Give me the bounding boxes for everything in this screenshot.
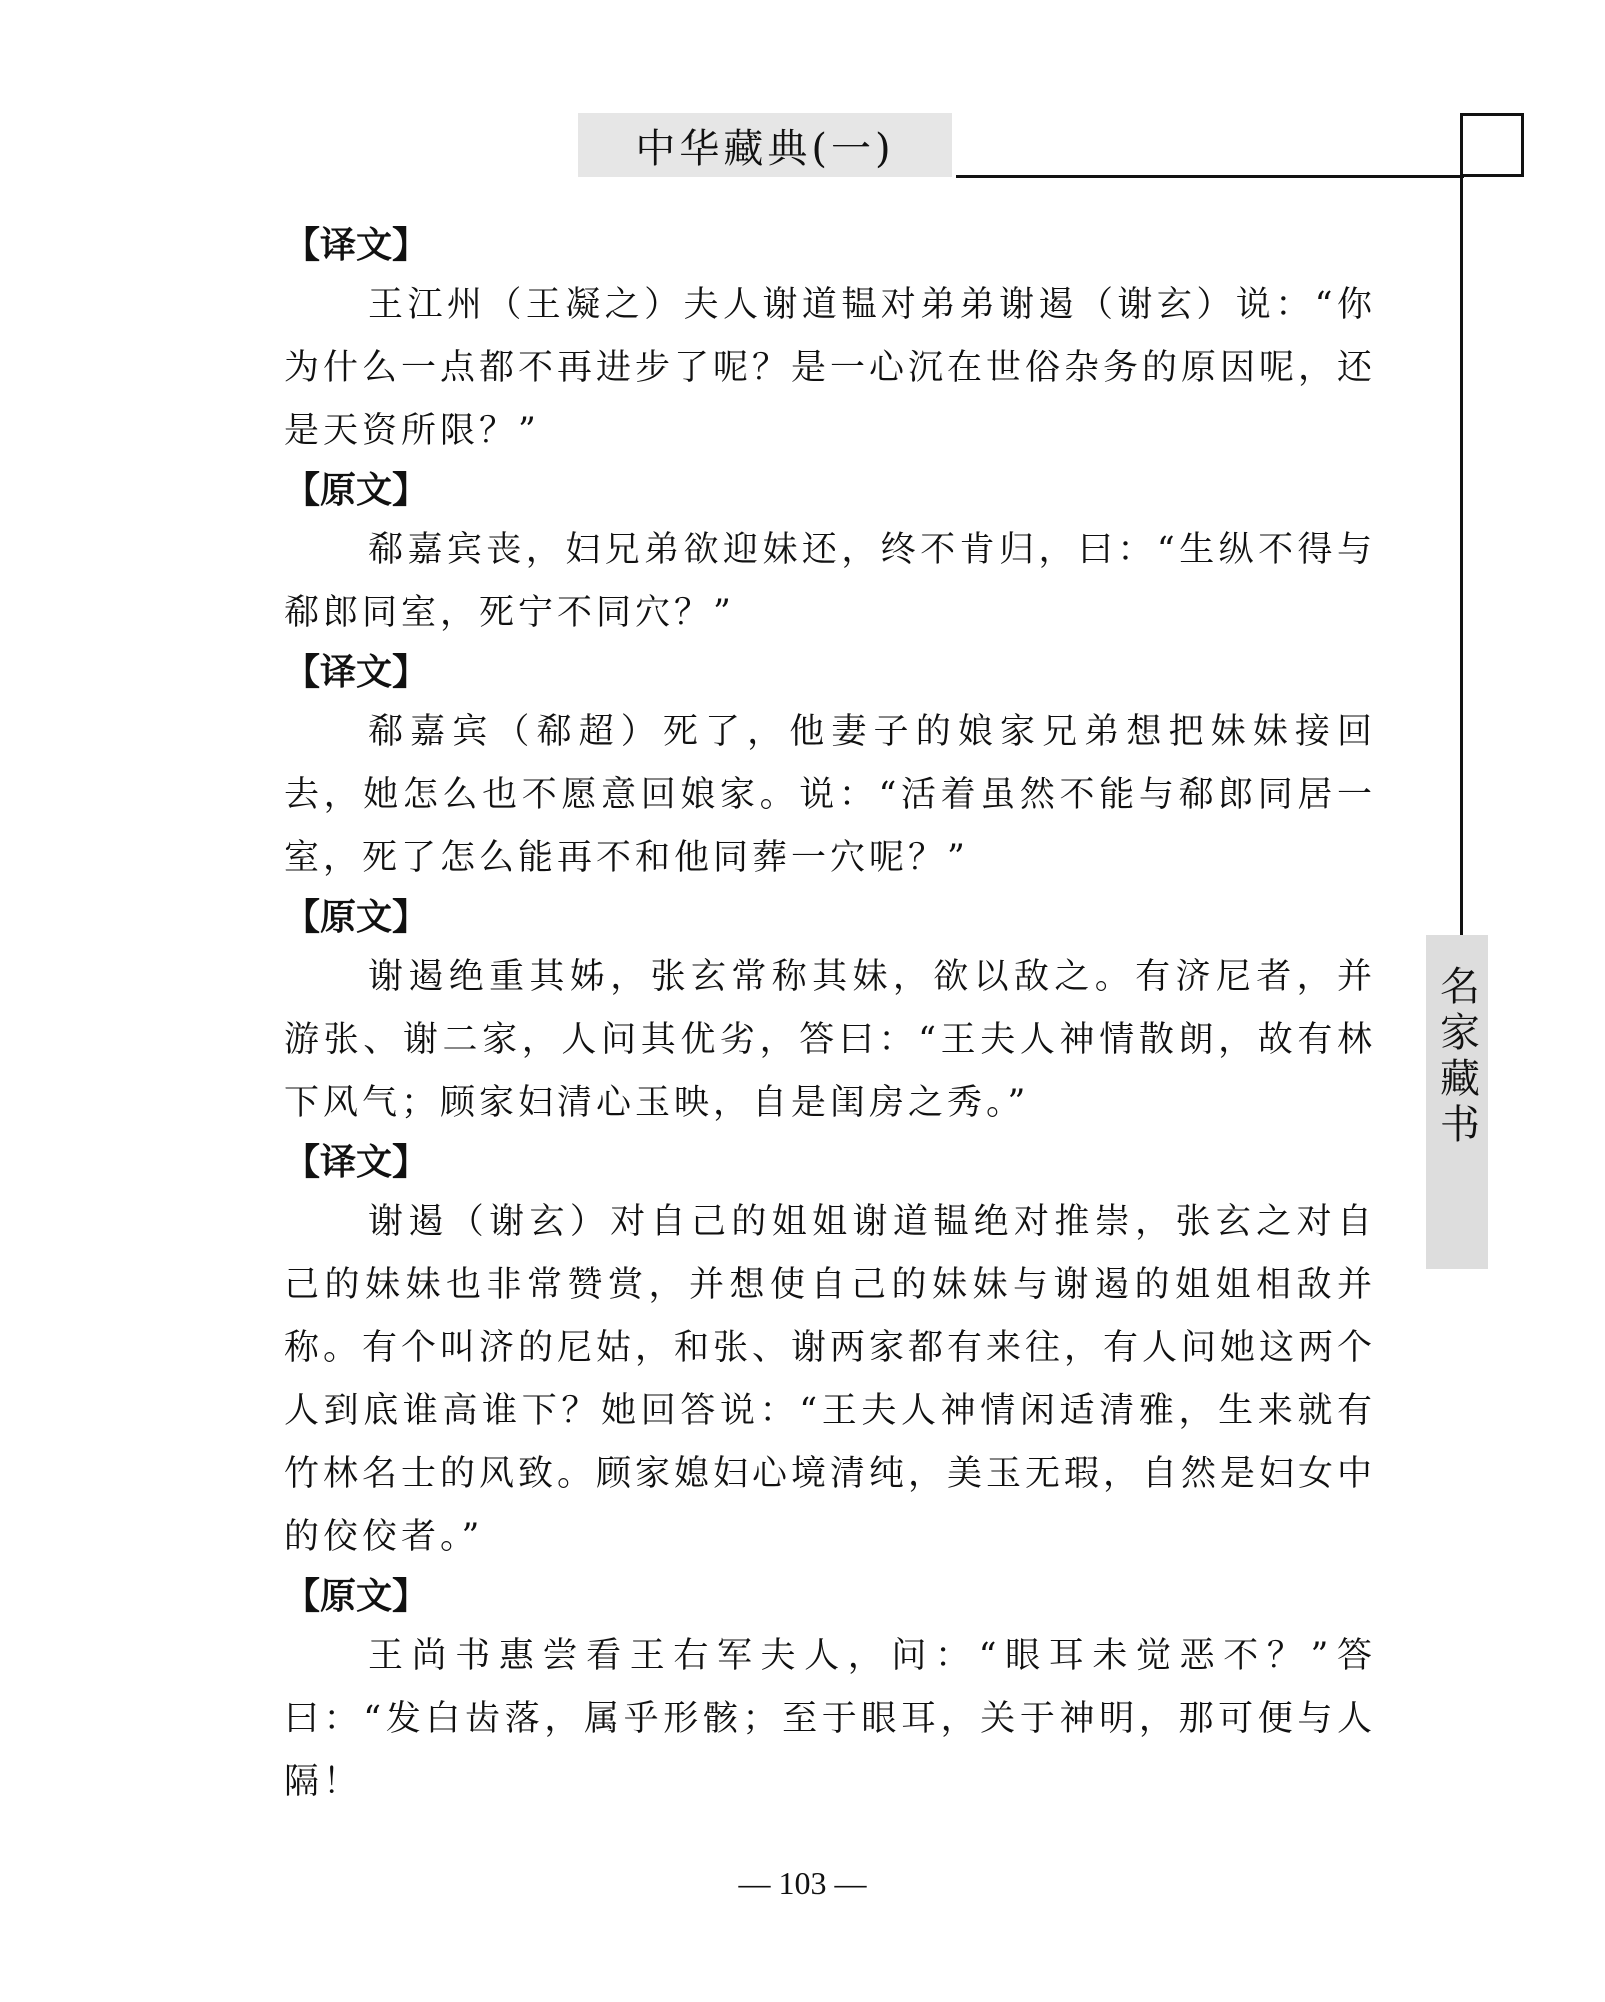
section-paragraph: 郗嘉宾（郗超）死了，他妻子的娘家兄弟想把妹妹接回去，她怎么也不愿意回娘家。说：“活着虽然不能与郗郎同居一室，死了怎么能再不和他同葬一穴呢？”: [284, 712, 1376, 878]
section-heading: 【译文】: [284, 652, 429, 693]
side-tab-label: 名家藏书: [1433, 965, 1480, 1149]
section-heading: 【原文】: [284, 897, 429, 938]
section-paragraph: 谢遏绝重其姊，张玄常称其妹，欲以敌之。有济尼者，并游张、谢二家，人问其优劣，答曰：“王夫人神情散朗，故有林下风气；顾家妇清心玉映，自是闺房之秀。”: [284, 957, 1376, 1123]
section-heading: 【原文】: [284, 470, 429, 511]
section-3: [284, 645, 1376, 890]
section-5: [284, 1135, 1376, 1569]
section-heading: 【译文】: [284, 225, 429, 266]
section-heading: 【译文】: [284, 1142, 429, 1183]
side-rule: [1460, 113, 1463, 935]
section-1: [284, 218, 1376, 463]
header-rule: [956, 175, 1464, 178]
book-title: 中华藏典(一): [635, 125, 895, 172]
section-paragraph: 谢遏（谢玄）对自己的姐姐谢道韫绝对推崇，张玄之对自己的妹妹也非常赞赏，并想使自己的妹妹与谢遏的姐姐相敌并称。有个叫济的尼姑，和张、谢两家都有来往，有人问她这两个人到底谁高谁下？她回答说：“王夫人神情闲适清雅，生来就有竹林名士的风致。顾家媳妇心境清纯，美玉无瑕，自然是妇女中的佼佼者。”: [284, 1202, 1377, 1557]
page-body: [284, 218, 1376, 1814]
running-header-title: [578, 113, 952, 177]
section-paragraph: 王江州（王凝之）夫人谢道韫对弟弟谢遏（谢玄）说：“你为什么一点都不再进步了呢？是一心沉在世俗杂务的原因呢，还是天资所限？”: [284, 285, 1377, 451]
section-paragraph: 郗嘉宾丧，妇兄弟欲迎妹还，终不肯归，曰：“生纵不得与郗郎同室，死宁不同穴？”: [284, 530, 1376, 633]
section-4: [284, 890, 1376, 1135]
section-6: [284, 1569, 1376, 1814]
side-tab: [1426, 935, 1488, 1269]
page-number: — 103 —: [738, 1865, 867, 1901]
section-heading: 【原文】: [284, 1576, 429, 1617]
corner-box-decoration: [1460, 113, 1524, 177]
section-paragraph: 王尚书惠尝看王右军夫人，问：“眼耳未觉恶不？”答曰：“发白齿落，属乎形骸；至于眼耳，关于神明，那可便与人隔！: [284, 1636, 1376, 1802]
section-2: [284, 463, 1376, 645]
